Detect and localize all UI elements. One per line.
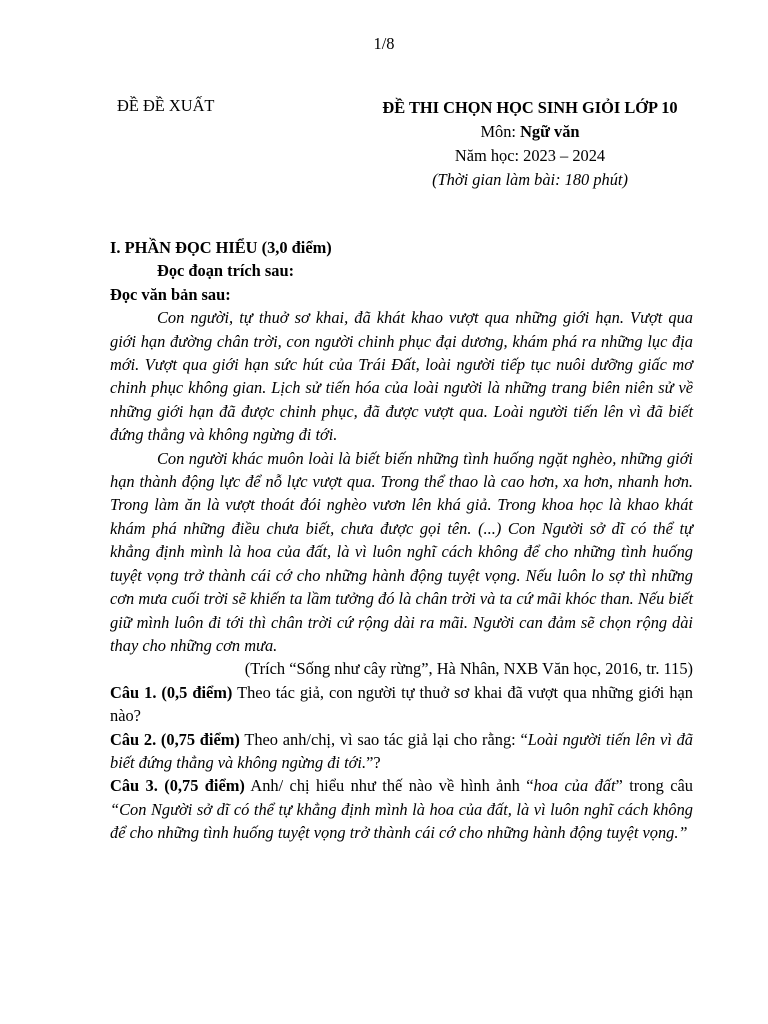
question-3-text-b: ” trong câu	[615, 776, 693, 796]
question-3-text-a: Anh/ chị hiểu như thế nào về hình ảnh “	[244, 776, 534, 796]
question-3-term: hoa của đất	[533, 776, 616, 796]
exam-title: ĐỀ THI CHỌN HỌC SINH GIỎI LỚP 10	[382, 98, 678, 117]
subject-line	[330, 120, 730, 144]
read-text-label: Đọc văn bản sau:	[110, 284, 231, 304]
proposal-label: ĐỀ ĐỀ XUẤT	[117, 96, 215, 115]
question-1-label: Câu 1. (0,5 điểm)	[110, 682, 233, 702]
question-1-text: Theo tác giả, con người tự thuở sơ khai đã vượt qua những giới hạn nào?	[110, 682, 693, 726]
reading-instruction: Đọc đoạn trích sau:	[157, 261, 295, 281]
page-number: 1/8	[373, 34, 395, 53]
question-3-label: Câu 3. (0,75 điểm)	[110, 776, 245, 796]
passage-paragraph-1: Con người, tự thuở sơ khai, đã khát khao vượt qua những giới hạn. Vượt qua giới hạn đường chân trời, con người chinh phục đại dương, khám phá ra những lục địa mới. Vượt qua giới hạn sức hút của Trái Đất, loài người tiếp tục nuôi dưỡng giấc mơ chinh phục không gian. Lịch sử tiến hóa của loài người là những trang biên niên sử về những giới hạn đã được chinh phục, đã được vượt qua. Loài người tiến lên vì đã biết đứng thẳng và không ngừng đi tới.	[110, 308, 693, 445]
subject-prefix: Môn:	[480, 122, 521, 141]
section-heading: I. PHẦN ĐỌC HIỂU (3,0 điểm)	[110, 238, 332, 257]
question-3	[110, 774, 693, 844]
school-year: Năm học: 2023 – 2024	[454, 146, 606, 165]
exam-duration: (Thời gian làm bài: 180 phút)	[432, 170, 628, 189]
question-2-text-b: ”?	[366, 752, 381, 772]
subject-name: Ngữ văn	[520, 122, 580, 141]
question-2-label: Câu 2. (0,75 điểm)	[110, 729, 240, 749]
question-2-text-a: Theo anh/chị, vì sao tác giả lại cho rằng: “	[239, 729, 528, 749]
question-2	[110, 728, 693, 775]
question-1	[110, 681, 693, 728]
question-2-quote: Loài người tiến lên vì đã biết đứng thẳng và không ngừng đi tới.	[110, 729, 693, 772]
passage-paragraph-2: Con người khác muôn loài là biết biến những tình huống ngặt nghèo, những giới hạn thành động lực để nỗ lực vượt qua. Trong thể thao là cao hơn, xa hơn, nhanh hơn. Trong làm ăn là vượt thoát đói nghèo vươn lên khá giả. Trong khoa học là khao khát khám phá những điều chưa biết, chưa được gọi tên. (...) Con Người sở dĩ có thể tự khẳng định mình là hoa của đất, là vì luôn nghĩ cách không để cho những tình huống tuyệt vọng trở thành cái cớ cho những hành động tuyệt vọng. Nếu luôn lo sợ thì những cơn mưa cuối trời sẽ khiến ta lầm tưởng đó là chân trời và ta cứ mãi khóc than. Nếu biết giữ mình luôn đi tới thì chân trời cứ rộng dài ra mãi. Người can đảm sẽ chọn rộng dài thay cho những cơn mưa.	[110, 448, 693, 655]
passage-citation: (Trích “Sống như cây rừng”, Hà Nhân, NXB Văn học, 2016, tr. 115)	[244, 659, 693, 679]
question-3-quote: “Con Người sở dĩ có thể tự khẳng định mình là hoa của đất, là vì luôn nghĩ cách không để cho những tình huống tuyệt vọng trở thành cái cớ cho những hành động tuyệt vọng.”	[110, 799, 693, 843]
exam-content	[110, 236, 693, 845]
exam-header	[330, 96, 730, 192]
